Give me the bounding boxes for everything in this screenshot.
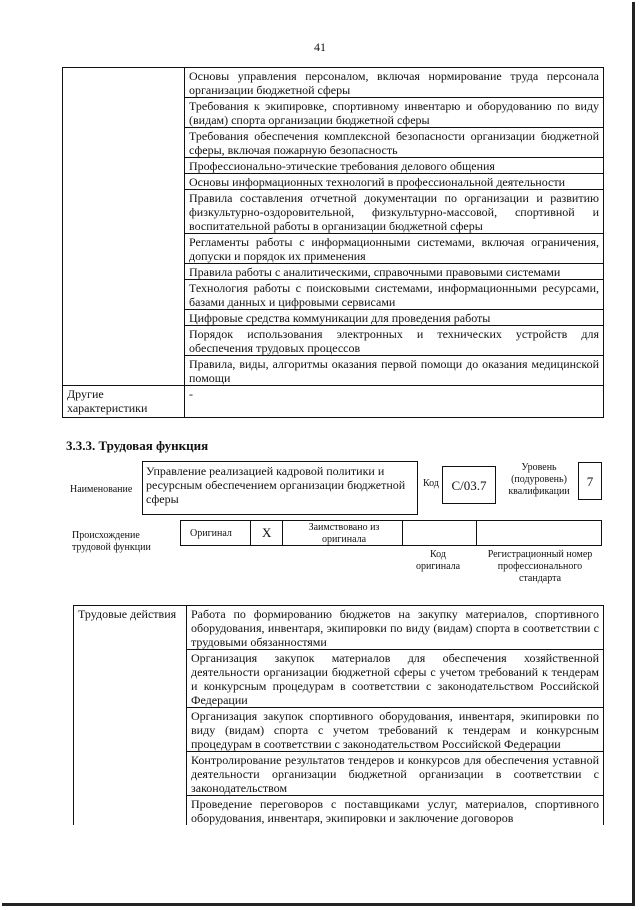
knowledge-item: Цифровые средства коммуникации для проведения работы xyxy=(185,310,604,326)
knowledge-table xyxy=(62,67,604,418)
actions-label: Трудовые действия xyxy=(74,606,187,826)
knowledge-label-cell xyxy=(63,68,185,386)
knowledge-item: Технология работы с поисковыми системами, информационными ресурсами, базами данных и цифровыми сервисами xyxy=(185,280,604,310)
knowledge-item: Правила, виды, алгоритмы оказания первой помощи до оказания медицинской помощи xyxy=(185,356,604,386)
knowledge-item: Основы информационных технологий в профессиональной деятельности xyxy=(185,174,604,190)
code-label: Код xyxy=(423,478,439,489)
other-characteristics-row xyxy=(63,386,604,418)
section-title: 3.3.3. Трудовая функция xyxy=(66,438,209,453)
actions-table xyxy=(73,605,604,825)
original-label: Оригинал xyxy=(190,528,232,539)
code-original-label: Код оригинала xyxy=(415,549,461,572)
action-item: Проведение переговоров с поставщиками услуг, материалов, спортивного оборудования, инвентаря, экипировки и заключение договоров xyxy=(187,796,604,826)
function-code: C/03.7 xyxy=(442,466,496,504)
origin-row xyxy=(180,520,602,546)
other-characteristics-value: - xyxy=(185,386,604,418)
level-label: Уровень (подуровень) квалификации xyxy=(508,462,570,497)
knowledge-item: Правила работы с аналитическими, справочными правовыми системами xyxy=(185,264,604,280)
knowledge-item: Основы управления персоналом, включая нормирование труда персонала организации бюджетной сферы xyxy=(185,68,604,98)
function-name: Управление реализацией кадровой политики и ресурсным обеспечением организации бюджетной сферы xyxy=(142,461,418,515)
qualification-level: 7 xyxy=(578,462,602,500)
knowledge-item: Требования обеспечения комплексной безопасности организации бюджетной сферы, включая пожарную безопасность xyxy=(185,128,604,158)
action-row xyxy=(74,606,604,650)
knowledge-item: Правила составления отчетной документации по организации и развитию физкультурно-оздоровительной, физкультурно-массовой, спортивной и воспитательной работы в организации бюджетной сферы xyxy=(185,190,604,234)
action-item: Контролирование результатов тендеров и конкурсов для обеспечения уставной деятельности организации бюджетной организации в соответствии с законодательством xyxy=(187,752,604,796)
knowledge-item: Регламенты работы с информационными системами, включая ограничения, допуски и порядок их применения xyxy=(185,234,604,264)
action-item: Организация закупок спортивного оборудования, инвентаря, экипировки по виду (видам) спорта с учетом требований к тендерам и конкурсным процедурам в соответствии с законодательством Российской Федерации xyxy=(187,708,604,752)
other-characteristics-label: Другие характеристики xyxy=(63,386,185,418)
knowledge-item: Профессионально-этические требования делового общения xyxy=(185,158,604,174)
name-label: Наименование xyxy=(70,484,133,495)
knowledge-row xyxy=(63,68,604,98)
original-mark: X xyxy=(262,525,272,540)
knowledge-item: Требования к экипировке, спортивному инвентарю и оборудованию по виду (видам) спорта организации бюджетной сферы xyxy=(185,98,604,128)
reg-number-label: Регистрационный номер профессионального стандарта xyxy=(487,549,593,584)
knowledge-item: Порядок использования электронных и технических устройств для обеспечения трудовых процессов xyxy=(185,326,604,356)
page-number: 41 xyxy=(314,40,326,54)
action-item: Организация закупок материалов для обеспечения хозяйственной деятельности организации бюджетной сферы с учетом требований к тендерам и конкурсным процедурам в соответствии с законодательством Российской Федерации xyxy=(187,650,604,708)
origin-label: Происхождение трудовой функции xyxy=(72,530,151,553)
borrowed-label: Заимствовано из оригинала xyxy=(308,522,380,545)
action-item: Работа по формированию бюджетов на закупку материалов, спортивного оборудования, инвентаря, экипировки по виду (видам) спорта в соответствии с трудовыми обязанностями xyxy=(187,606,604,650)
